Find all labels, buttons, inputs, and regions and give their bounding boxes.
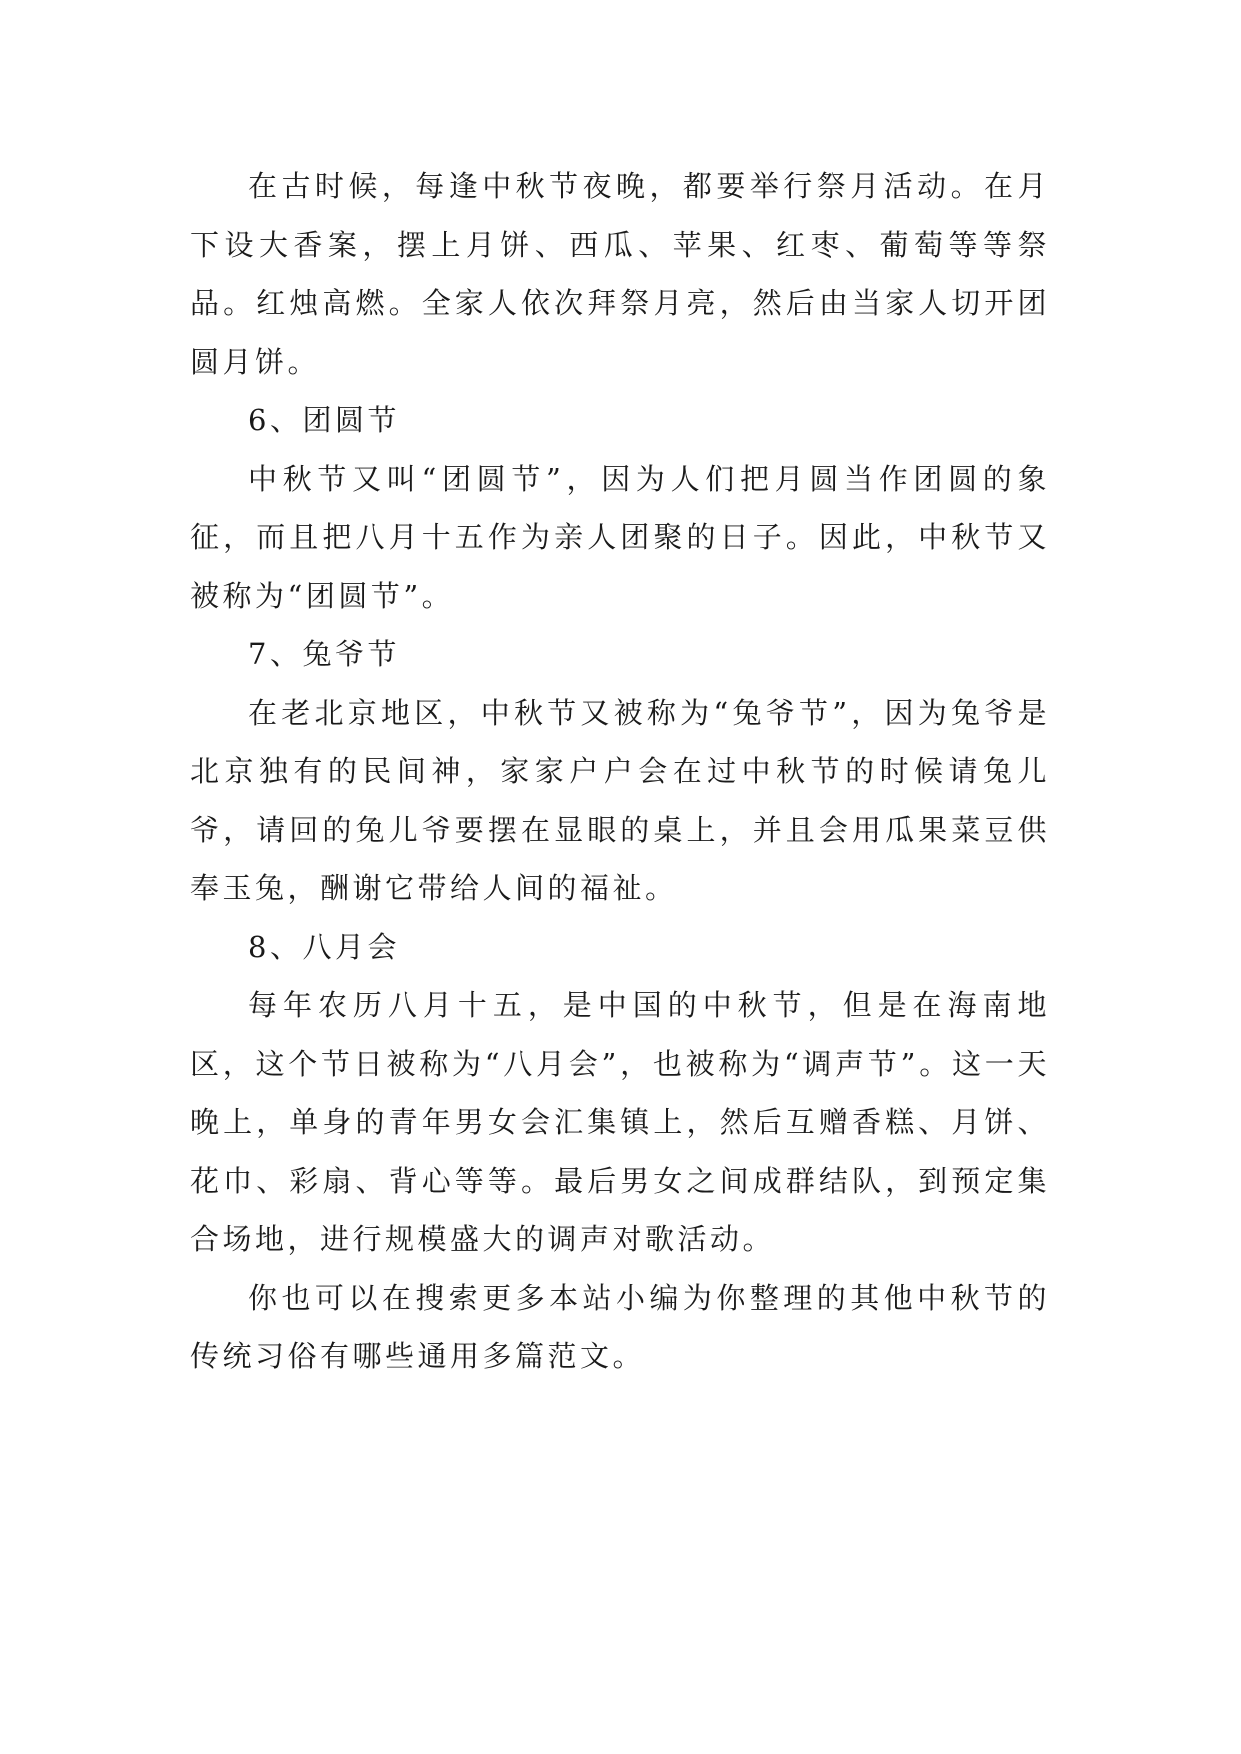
document-body <box>190 157 1050 1386</box>
paragraph-moon-worship: 在古时候，每逢中秋节夜晚，都要举行祭月活动。在月下设大香案，摆上月饼、西瓜、苹果、红枣、葡萄等等祭品。红烛高燃。全家人依次拜祭月亮，然后由当家人切开团圆月饼。 <box>190 169 1050 379</box>
paragraph-august-gathering: 每年农历八月十五，是中国的中秋节，但是在海南地区，这个节日被称为“八月会”，也被称为“调声节”。这一天晚上，单身的青年男女会汇集镇上，然后互赠香糕、月饼、花巾、彩扇、背心等等。最后男女之间成群结队，到预定集合场地，进行规模盛大的调声对歌活动。 <box>190 988 1050 1256</box>
section-heading-reunion-festival: 6、团圆节 <box>248 403 400 437</box>
paragraph-rabbit-festival: 在老北京地区，中秋节又被称为“兔爷节”，因为兔爷是北京独有的民间神，家家户户会在过中秋节的时候请兔儿爷，请回的兔儿爷要摆在显眼的桌上，并且会用瓜果菜豆供奉玉兔，酬谢它带给人间的福祉。 <box>190 695 1050 905</box>
section-heading-rabbit-festival: 7、兔爷节 <box>248 637 400 671</box>
section-heading-august-gathering: 8、八月会 <box>248 929 400 964</box>
paragraph-reunion-festival: 中秋节又叫“团圆节”，因为人们把月圆当作团圆的象征，而且把八月十五作为亲人团聚的日子。因此，中秋节又被称为“团圆节”。 <box>190 461 1050 613</box>
paragraph-closing-note: 你也可以在搜索更多本站小编为你整理的其他中秋节的传统习俗有哪些通用多篇范文。 <box>190 1280 1050 1373</box>
